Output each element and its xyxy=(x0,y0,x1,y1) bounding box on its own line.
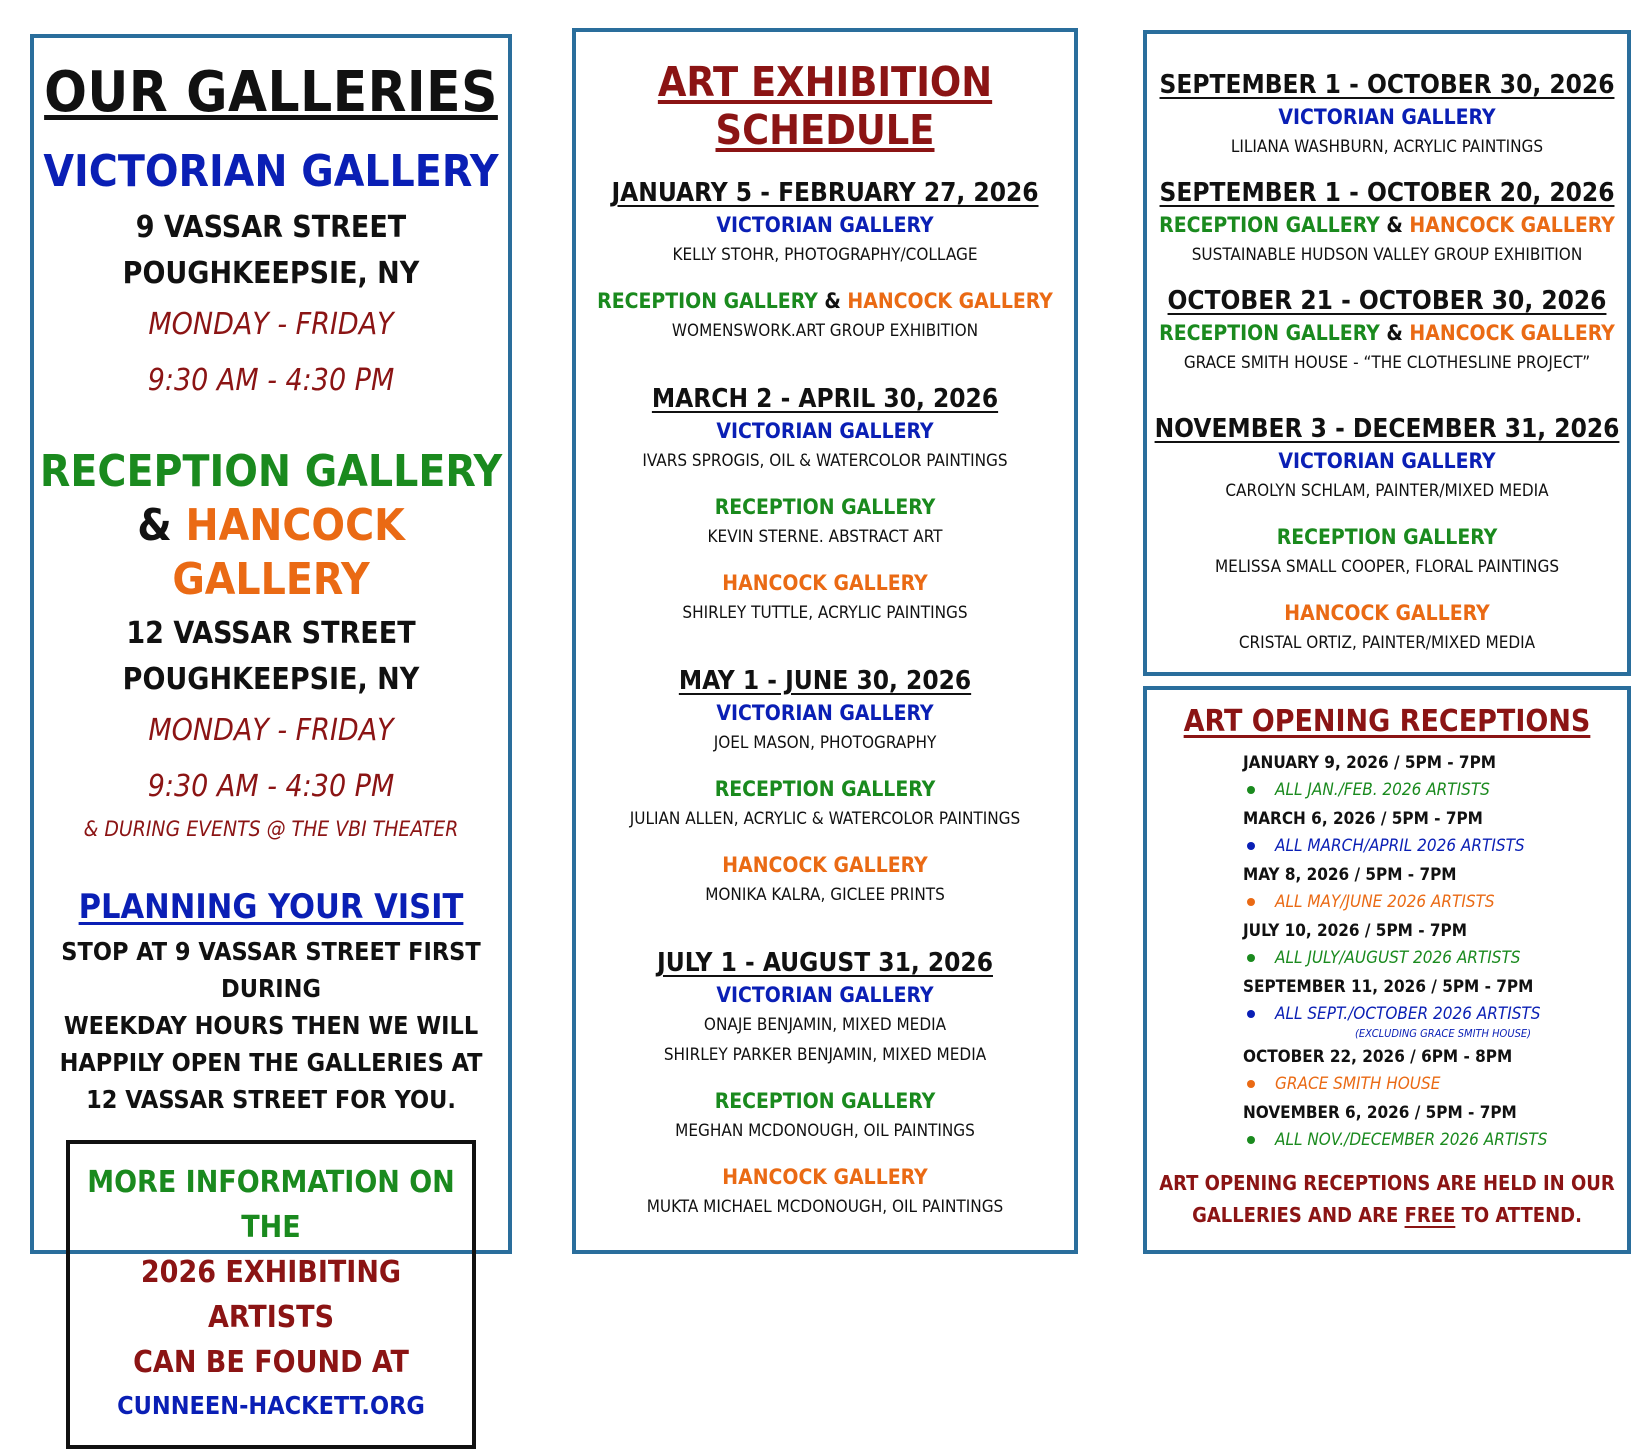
artist-entry: SUSTAINABLE HUDSON VALLEY GROUP EXHIBITION xyxy=(1191,245,1583,265)
receptions-title: ART OPENING RECEPTIONS xyxy=(1183,704,1591,739)
combined-gallery-label xyxy=(576,286,1074,316)
bullet-icon xyxy=(1247,1080,1255,1088)
period-date: SEPTEMBER 1 - OCTOBER 20, 2026 xyxy=(1159,178,1615,208)
artist-entry: LILIANA WASHBURN, ACRYLIC PAINTINGS xyxy=(1230,137,1544,157)
hancock-label: HANCOCK GALLERY xyxy=(722,853,928,877)
combined-gallery-label xyxy=(1147,210,1627,240)
bullet-icon xyxy=(1247,954,1255,962)
artist-entry: CRISTAL ORTIZ, PAINTER/MIXED MEDIA xyxy=(1238,633,1536,653)
hancock-label: HANCOCK GALLERY xyxy=(722,1165,928,1189)
planning-line: 12 VASSAR STREET FOR YOU. xyxy=(86,1085,456,1114)
hancock-gallery-line xyxy=(34,499,508,607)
period-date: MARCH 2 - APRIL 30, 2026 xyxy=(651,384,999,414)
reception-section xyxy=(34,445,508,841)
reception-label: RECEPTION GALLERY xyxy=(1276,525,1498,549)
artist-entry: KELLY STOHR, PHOTOGRAPHY/COLLAGE xyxy=(672,245,978,265)
reception-label: RECEPTION GALLERY xyxy=(1159,213,1380,237)
victorian-label: VICTORIAN GALLERY xyxy=(716,213,934,237)
ampersand: & xyxy=(137,500,186,551)
artist-entry: ONAJE BENJAMIN, MIXED MEDIA xyxy=(703,1015,947,1035)
period-date: NOVEMBER 3 - DECEMBER 31, 2026 xyxy=(1154,414,1620,444)
free-text: FREE xyxy=(1404,1203,1456,1227)
footer-line-2 xyxy=(1147,1199,1627,1231)
reception-hours: 9:30 AM - 4:30 PM xyxy=(147,769,395,804)
reception-label: ALL JAN./FEB. 2026 ARTISTS xyxy=(1275,780,1490,800)
period-may-jun xyxy=(576,664,1074,910)
reception-gallery-name: RECEPTION GALLERY xyxy=(39,446,503,497)
reception-date: NOVEMBER 6, 2026 / 5PM - 7PM xyxy=(1243,1103,1517,1123)
reception-date: MAY 8, 2026 / 5PM - 7PM xyxy=(1243,865,1457,885)
reception-label: ALL NOV./DECEMBER 2026 ARTISTS xyxy=(1275,1130,1548,1150)
artist-entry: MONIKA KALRA, GICLEE PRINTS xyxy=(705,885,945,905)
period-oct xyxy=(1147,284,1627,378)
planning-line: STOP AT 9 VASSAR STREET FIRST DURING xyxy=(61,937,481,1003)
artist-entry: JOEL MASON, PHOTOGRAPHY xyxy=(713,733,937,753)
reception-date: JANUARY 9, 2026 / 5PM - 7PM xyxy=(1243,753,1496,773)
reception-label: RECEPTION GALLERY xyxy=(714,495,936,519)
ampersand: & xyxy=(1379,213,1410,237)
footer-text: GALLERIES AND ARE xyxy=(1192,1203,1405,1227)
info-line-3: CAN BE FOUND AT xyxy=(133,1345,409,1380)
period-mar-apr xyxy=(576,382,1074,628)
reception-street: 12 VASSAR STREET xyxy=(126,616,416,651)
hancock-label: HANCOCK GALLERY xyxy=(847,289,1053,313)
reception-artists xyxy=(1243,945,1627,971)
artist-entry: MEGHAN MCDONOUGH, OIL PAINTINGS xyxy=(675,1121,975,1141)
period-jan-feb xyxy=(576,176,1074,346)
reception-label: ALL JULY/AUGUST 2026 ARTISTS xyxy=(1275,948,1521,968)
artist-entry: MELISSA SMALL COOPER, FLORAL PAINTINGS xyxy=(1214,557,1560,577)
info-line-2: 2026 EXHIBITING ARTISTS xyxy=(140,1255,402,1335)
planning-text xyxy=(34,933,508,1118)
reception-date: SEPTEMBER 11, 2026 / 5PM - 7PM xyxy=(1243,977,1534,997)
artist-entry: JULIAN ALLEN, ACRYLIC & WATERCOLOR PAINTINGS xyxy=(629,809,1021,829)
hancock-gallery-name: HANCOCK GALLERY xyxy=(172,500,405,605)
hancock-label: HANCOCK GALLERY xyxy=(722,571,928,595)
artist-entry: KEVIN STERNE. ABSTRACT ART xyxy=(707,527,943,547)
reception-date: JULY 10, 2026 / 5PM - 7PM xyxy=(1243,921,1467,941)
receptions-footer xyxy=(1147,1167,1627,1231)
reception-label: ALL MARCH/APRIL 2026 ARTISTS xyxy=(1275,836,1525,856)
victorian-label: VICTORIAN GALLERY xyxy=(1278,449,1496,473)
reception-artists xyxy=(1243,1071,1627,1097)
victorian-section xyxy=(34,145,508,409)
victorian-gallery-name: VICTORIAN GALLERY xyxy=(43,146,499,197)
artist-entry: SHIRLEY TUTTLE, ACRYLIC PAINTINGS xyxy=(682,603,968,623)
receptions-list xyxy=(1243,749,1627,1155)
period-nov-dec xyxy=(1147,412,1627,658)
bullet-icon xyxy=(1247,786,1255,794)
period-date: JANUARY 5 - FEBRUARY 27, 2026 xyxy=(611,178,1039,208)
receptions-panel xyxy=(1143,686,1631,1254)
planning-line: WEEKDAY HOURS THEN WE WILL xyxy=(63,1011,479,1040)
reception-label: ALL MAY/JUNE 2026 ARTISTS xyxy=(1275,892,1495,912)
reception-label: RECEPTION GALLERY xyxy=(1159,321,1380,345)
footer-text: TO ATTEND. xyxy=(1455,1203,1582,1227)
artist-entry: MUKTA MICHAEL MCDONOUGH, OIL PAINTINGS xyxy=(646,1197,1004,1217)
schedule-title: ART EXHIBITION SCHEDULE xyxy=(657,58,993,154)
reception-artists xyxy=(1243,1001,1627,1027)
reception-artists xyxy=(1243,889,1627,915)
schedule-panel xyxy=(572,28,1078,1254)
galleries-title: OUR GALLERIES xyxy=(44,60,498,125)
reception-label: GRACE SMITH HOUSE xyxy=(1275,1074,1441,1094)
bullet-icon xyxy=(1247,842,1255,850)
reception-days: MONDAY - FRIDAY xyxy=(148,713,394,748)
hancock-label: HANCOCK GALLERY xyxy=(1409,213,1615,237)
reception-label: ALL SEPT./OCTOBER 2026 ARTISTS xyxy=(1275,1004,1541,1024)
planning-title: PLANNING YOUR VISIT xyxy=(78,887,464,927)
period-date: SEPTEMBER 1 - OCTOBER 30, 2026 xyxy=(1159,70,1615,100)
victorian-label: VICTORIAN GALLERY xyxy=(1278,105,1496,129)
victorian-label: VICTORIAN GALLERY xyxy=(716,419,934,443)
victorian-label: VICTORIAN GALLERY xyxy=(716,983,934,1007)
victorian-label: VICTORIAN GALLERY xyxy=(716,701,934,725)
bullet-icon xyxy=(1247,1136,1255,1144)
reception-city: POUGHKEEPSIE, NY xyxy=(122,662,420,697)
galleries-panel xyxy=(30,34,512,1420)
website-link[interactable]: CUNNEEN-HACKETT.ORG xyxy=(117,1391,425,1420)
reception-date: OCTOBER 22, 2026 / 6PM - 8PM xyxy=(1243,1047,1513,1067)
victorian-hours: 9:30 AM - 4:30 PM xyxy=(147,363,395,398)
artist-entry: SHIRLEY PARKER BENJAMIN, MIXED MEDIA xyxy=(663,1045,987,1065)
reception-label: RECEPTION GALLERY xyxy=(714,777,936,801)
artist-entry: GRACE SMITH HOUSE - “THE CLOTHESLINE PROJECT” xyxy=(1183,353,1591,373)
ampersand: & xyxy=(1379,321,1410,345)
more-info-box xyxy=(66,1140,476,1449)
reception-label: RECEPTION GALLERY xyxy=(597,289,818,313)
victorian-street: 9 VASSAR STREET xyxy=(135,210,407,245)
period-date: JULY 1 - AUGUST 31, 2026 xyxy=(657,948,993,978)
ampersand: & xyxy=(817,289,848,313)
artist-entry: CAROLYN SCHLAM, PAINTER/MIXED MEDIA xyxy=(1225,481,1549,501)
planning-line: HAPPILY OPEN THE GALLERIES AT xyxy=(59,1048,483,1077)
bullet-icon xyxy=(1247,1010,1255,1018)
period-date: OCTOBER 21 - OCTOBER 30, 2026 xyxy=(1167,286,1607,316)
period-sep-oct-victorian xyxy=(1147,68,1627,162)
reception-artists xyxy=(1243,1127,1627,1153)
combined-gallery-label xyxy=(1147,318,1627,348)
events-note: & DURING EVENTS @ THE VBI THEATER xyxy=(83,817,459,841)
reception-artists xyxy=(1243,833,1627,859)
schedule-continued-panel xyxy=(1143,30,1631,676)
reception-date: MARCH 6, 2026 / 5PM - 7PM xyxy=(1243,809,1483,829)
hancock-label: HANCOCK GALLERY xyxy=(1284,601,1490,625)
period-sep-oct-reception xyxy=(1147,176,1627,270)
period-date: MAY 1 - JUNE 30, 2026 xyxy=(678,666,972,696)
hancock-label: HANCOCK GALLERY xyxy=(1409,321,1615,345)
reception-note: (EXCLUDING GRACE SMITH HOUSE) xyxy=(1355,1027,1531,1040)
period-jul-aug xyxy=(576,946,1074,1222)
artist-entry: WOMENSWORK.ART GROUP EXHIBITION xyxy=(671,321,979,341)
artist-entry: IVARS SPROGIS, OIL & WATERCOLOR PAINTINGS xyxy=(642,451,1008,471)
bullet-icon xyxy=(1247,898,1255,906)
info-line-1: MORE INFORMATION ON THE xyxy=(87,1165,455,1245)
victorian-city: POUGHKEEPSIE, NY xyxy=(122,256,420,291)
reception-artists xyxy=(1243,777,1627,803)
footer-line-1: ART OPENING RECEPTIONS ARE HELD IN OUR xyxy=(1159,1171,1615,1195)
victorian-days: MONDAY - FRIDAY xyxy=(148,307,394,342)
reception-label: RECEPTION GALLERY xyxy=(714,1089,936,1113)
